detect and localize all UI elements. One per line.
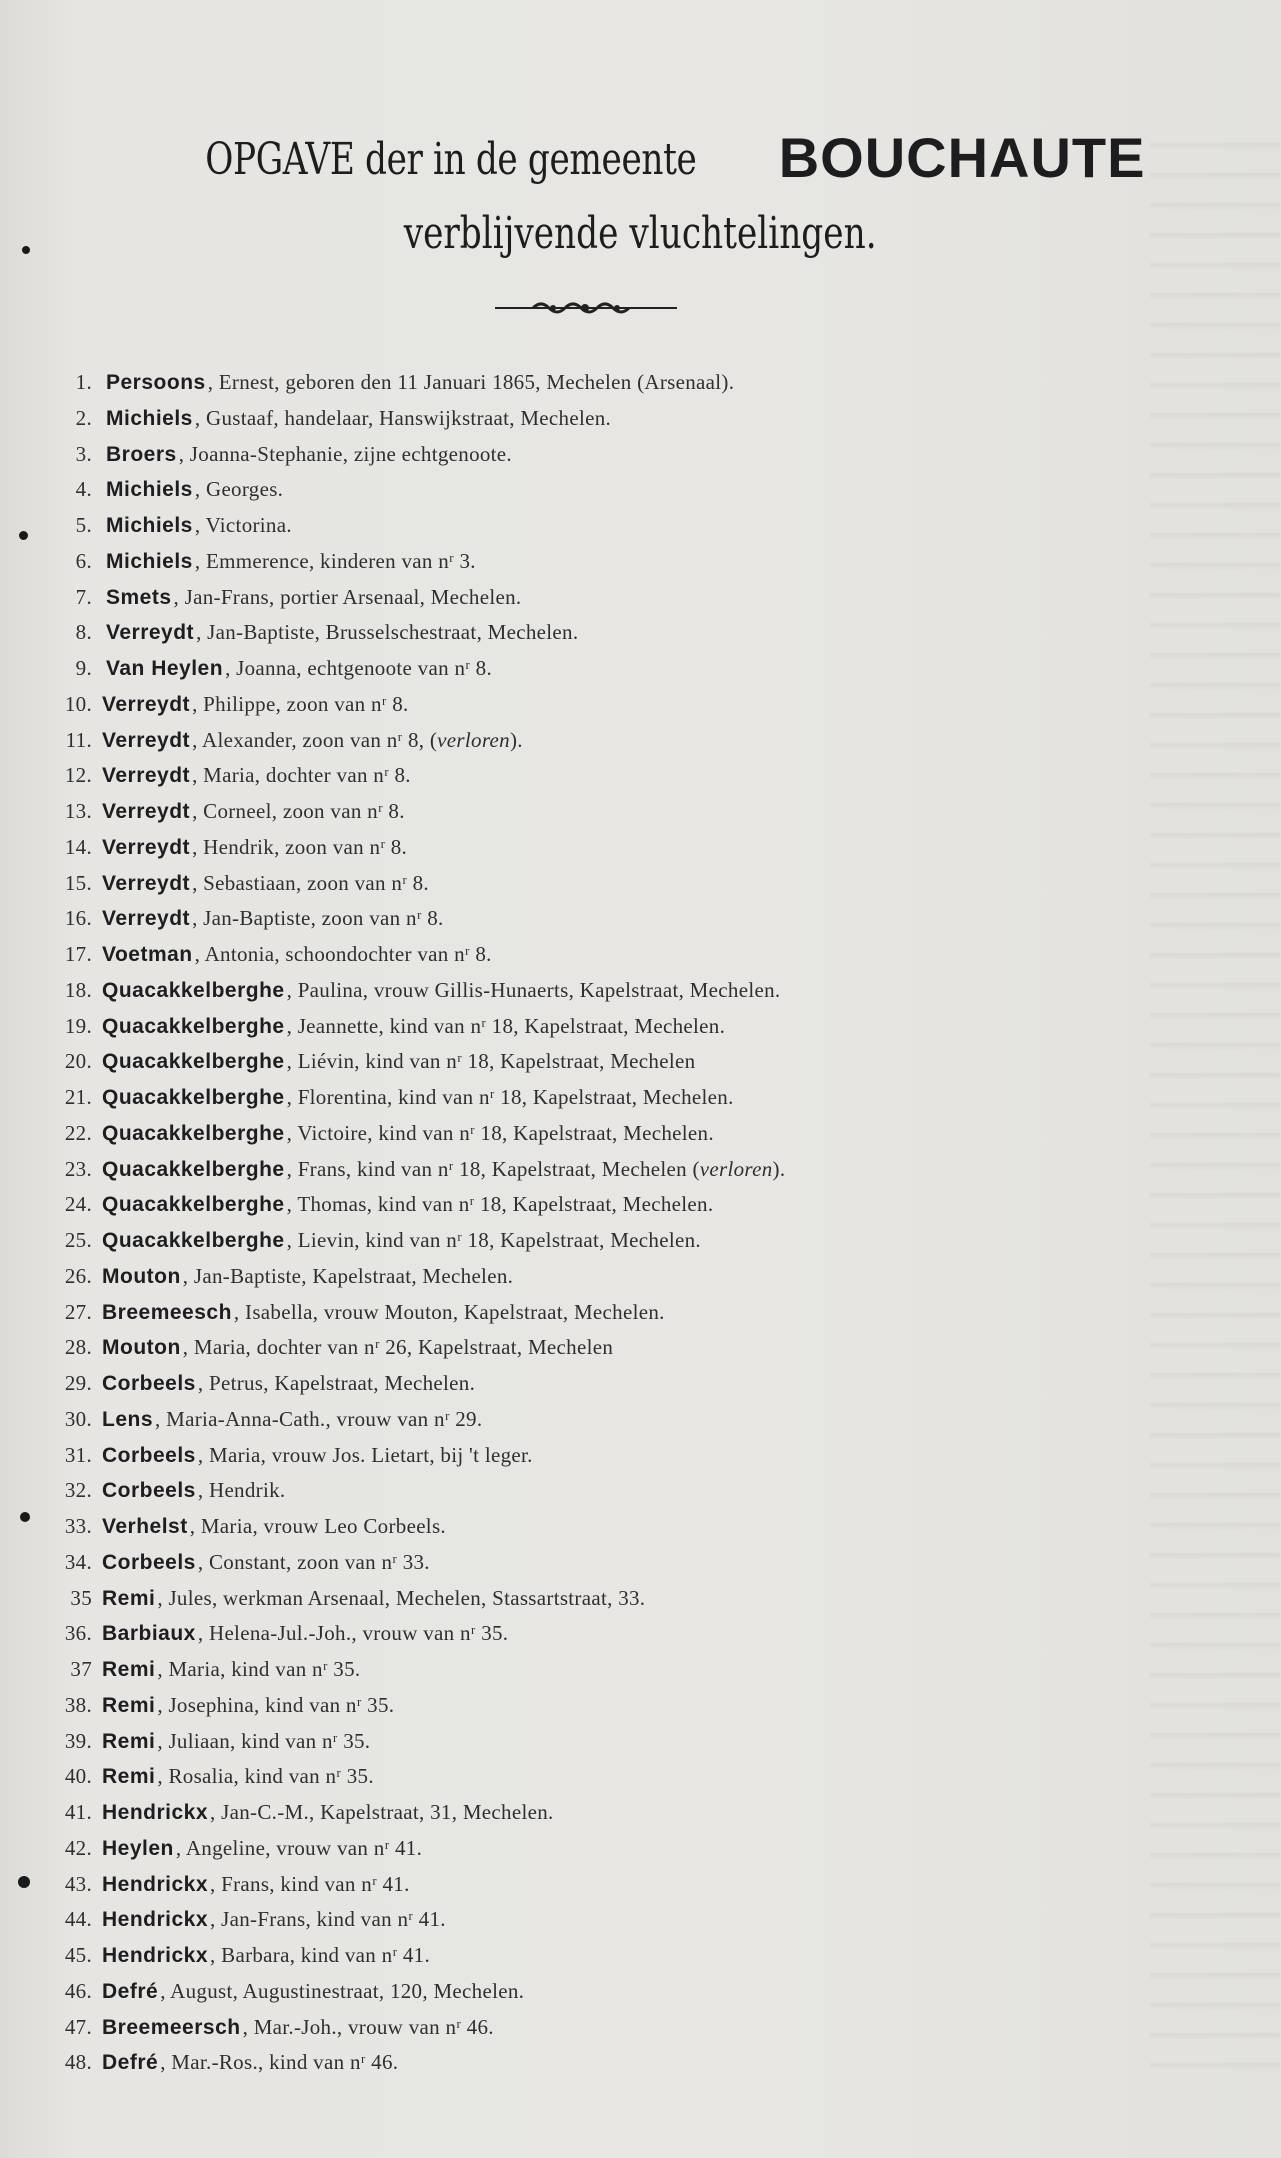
list-item [0, 614, 1281, 650]
entry-number: 13. [64, 799, 92, 823]
list-item [0, 1365, 1281, 1401]
entry-number: 18. [64, 977, 92, 1002]
entry-details: , Joanna-Stephanie, zijne echtgenoote. [178, 441, 512, 466]
entry-text [102, 1973, 524, 2010]
entry-number: 23. [64, 1156, 92, 1181]
entry-surname: Quacakkelberghe [102, 1157, 285, 1181]
entry-surname: Quacakkelberghe [102, 978, 285, 1002]
entry-text [106, 400, 611, 437]
entry-details: , Hendrik. [197, 1478, 286, 1503]
entry-text [102, 1544, 430, 1581]
entry-details: , Maria, vrouw Jos. Lietart, bij 't leger. [197, 1442, 533, 1467]
entry-surname: Michiels [106, 549, 193, 573]
entry-tail: ). [772, 1156, 786, 1181]
entry-number: 22. [64, 1120, 92, 1145]
ornament-divider-icon [493, 296, 679, 320]
subtitle-text: verblijvende vluchtelingen. [404, 208, 877, 259]
entry-tail: ). [509, 727, 523, 752]
entry-text [102, 1794, 554, 1831]
entry-surname: Verreydt [102, 907, 191, 931]
list-item [0, 1294, 1281, 1330]
entry-number: 45. [64, 1943, 92, 1967]
entry-details: , Maria-Anna-Cath., vrouw van nʳ 29. [155, 1406, 483, 1431]
entry-details: , Victoire, kind van nʳ 18, Kapelstraat, Mechelen. [286, 1120, 714, 1145]
entry-details: , Lievin, kind van nʳ 18, Kapelstraat, Mechelen. [286, 1228, 701, 1252]
entry-text [106, 436, 512, 473]
entry-surname: Quacakkelberghe [102, 1086, 285, 1109]
list-item [0, 1615, 1281, 1651]
title-place: BOUCHAUTE [778, 126, 1146, 189]
entry-number: 12. [64, 763, 92, 788]
entry-number: 32. [64, 1478, 92, 1503]
entry-surname: Smets [106, 585, 172, 609]
entry-details: , Joanna, echtgenoote van nʳ 8. [225, 656, 493, 680]
entry-text [102, 686, 409, 723]
list-item [0, 1079, 1281, 1115]
list-item [0, 829, 1281, 865]
entry-surname: Corbeels [102, 1443, 196, 1467]
entry-number: 4. [75, 477, 92, 502]
entry-details: , Mar.-Joh., vrouw van nʳ 46. [242, 2014, 494, 2039]
entry-details: , Philippe, zoon van nʳ 8. [192, 691, 409, 716]
entry-number: 7. [75, 584, 92, 609]
entry-number: 48. [64, 2050, 92, 2075]
entry-surname: Quacakkelberghe [102, 1229, 285, 1252]
entry-surname: Verreydt [106, 621, 195, 645]
list-item [0, 1687, 1281, 1723]
entry-number: 16. [64, 906, 92, 931]
entry-text [102, 1401, 482, 1438]
entry-text [102, 1079, 734, 1116]
entry-surname: Defré [102, 1979, 159, 2003]
entry-surname: Verhelst [102, 1515, 188, 1538]
entry-details: , Hendrik, zoon van nʳ 8. [192, 834, 408, 859]
entry-number: 8. [75, 620, 92, 645]
entry-number: 2. [75, 405, 92, 430]
entry-surname: Quacakkelberghe [102, 1121, 285, 1145]
entry-surname: Verreydt [102, 835, 191, 859]
entry-number: 26. [64, 1263, 92, 1288]
list-item [0, 1651, 1281, 1687]
title-prefix: OPGAVE der in de gemeente [204, 134, 696, 185]
list-item [0, 507, 1281, 543]
entry-text [102, 1115, 714, 1152]
list-item [0, 1401, 1281, 1437]
entry-surname: Remi [102, 1658, 156, 1681]
entry-text [102, 1043, 695, 1080]
entry-text [102, 936, 492, 973]
entry-text [106, 650, 492, 687]
page-subtitle [0, 206, 1281, 262]
entry-number: 37 [70, 1657, 92, 1681]
entry-text [102, 2044, 398, 2081]
entry-details: , Rosalia, kind van nʳ 35. [157, 1764, 374, 1789]
list-item [0, 1901, 1281, 1937]
entry-details: , Jan-Frans, kind van nʳ 41. [210, 1907, 446, 1932]
list-item [0, 1472, 1281, 1508]
entry-surname: Remi [102, 1729, 156, 1753]
entry-text [102, 2009, 494, 2046]
entry-details: , Florentina, kind van nʳ 18, Kapelstraat, Mechelen. [286, 1085, 734, 1109]
entry-details: , Jan-Baptiste, zoon van nʳ 8. [192, 906, 444, 931]
entry-surname: Defré [102, 2051, 159, 2075]
entry-text [102, 1615, 508, 1652]
entry-details: , Jules, werkman Arsenaal, Mechelen, Stassartstraat, 33. [157, 1585, 646, 1610]
entry-number: 44. [64, 1907, 92, 1932]
entry-text [102, 1651, 360, 1688]
list-item [0, 1222, 1281, 1258]
entry-surname: Corbeels [102, 1372, 196, 1395]
entry-details: , Georges. [194, 477, 284, 502]
entry-surname: Lens [102, 1407, 154, 1431]
entry-number: 39. [64, 1728, 92, 1753]
entry-text [102, 1723, 370, 1760]
entry-details: , Thomas, kind van nʳ 18, Kapelstraat, Mechelen. [286, 1192, 714, 1217]
entry-number: 35 [70, 1585, 92, 1610]
entry-details: , Jan-Frans, portier Arsenaal, Mechelen. [173, 584, 522, 609]
list-item [0, 1866, 1281, 1902]
entry-text [102, 1687, 394, 1724]
entry-number: 42. [64, 1835, 92, 1860]
entry-surname: Remi [102, 1765, 156, 1789]
punch-hole [19, 531, 28, 540]
entry-details: , Jan-Baptiste, Kapelstraat, Mechelen. [182, 1263, 514, 1288]
list-item [0, 1151, 1281, 1187]
entry-details: , Victorina. [194, 513, 292, 537]
list-item [0, 1544, 1281, 1580]
list-item [0, 1830, 1281, 1866]
entry-surname: Corbeels [102, 1479, 196, 1503]
entry-number: 1. [75, 370, 92, 394]
entry-details: , Mar.-Ros., kind van nʳ 46. [160, 2050, 399, 2075]
entry-text [102, 1830, 422, 1867]
entry-surname: Heylen [102, 1836, 174, 1860]
entry-details: , Maria, kind van nʳ 35. [157, 1657, 361, 1681]
entry-surname: Hendrickx [102, 1944, 209, 1967]
entry-details: , Ernest, geboren den 11 Januari 1865, Mechelen (Arsenaal). [207, 370, 735, 394]
entry-text [102, 793, 405, 830]
punch-hole [18, 1876, 30, 1888]
entry-text [102, 1901, 446, 1938]
entry-text [102, 1258, 513, 1295]
entry-number: 36. [64, 1621, 92, 1646]
entry-details: , Emmerence, kinderen van nʳ 3. [194, 548, 476, 573]
list-item [0, 793, 1281, 829]
entry-surname: Breemeesch [102, 1300, 232, 1324]
entry-surname: Verreydt [102, 692, 191, 716]
entry-number: 21. [64, 1085, 92, 1109]
entry-surname: Breemeersch [102, 2015, 241, 2039]
entry-text [106, 507, 292, 544]
list-item [0, 1508, 1281, 1544]
punch-hole [20, 1512, 30, 1522]
entry-number: 5. [75, 513, 92, 537]
entry-number: 31. [64, 1442, 92, 1467]
list-item [0, 1258, 1281, 1294]
list-item [0, 686, 1281, 722]
entry-number: 3. [75, 441, 92, 466]
entry-text [102, 865, 429, 902]
entry-details: , Frans, kind van nʳ 41. [210, 1871, 410, 1896]
entry-surname: Michiels [106, 478, 193, 502]
entry-number: 41. [64, 1800, 92, 1824]
list-item [0, 436, 1281, 472]
entry-details: , Sebastiaan, zoon van nʳ 8. [192, 870, 429, 895]
entry-details: , Frans, kind van nʳ 18, Kapelstraat, Mechelen ( [286, 1156, 700, 1181]
entry-surname: Voetman [102, 943, 193, 966]
entry-text [102, 1758, 374, 1795]
entry-number: 33. [64, 1514, 92, 1538]
list-item [0, 1758, 1281, 1794]
list-item [0, 1580, 1281, 1616]
entry-details: , Helena-Jul.-Joh., vrouw van nʳ 35. [197, 1621, 509, 1646]
entry-number: 43. [64, 1871, 92, 1896]
entry-text [106, 614, 578, 651]
entry-details: , Constant, zoon van nʳ 33. [197, 1549, 430, 1574]
entry-text [102, 1866, 410, 1903]
entry-number: 24. [64, 1192, 92, 1217]
entry-number: 15. [64, 870, 92, 895]
list-item [0, 1794, 1281, 1830]
entry-text [106, 579, 521, 616]
entry-number: 27. [64, 1299, 92, 1324]
entry-surname: Hendrickx [102, 1872, 209, 1896]
entry-number: 19. [64, 1013, 92, 1038]
list-item [0, 757, 1281, 793]
entry-text [102, 1365, 475, 1402]
list-item [0, 364, 1281, 400]
entry-details: , Jeannette, kind van nʳ 18, Kapelstraat, Mechelen. [286, 1013, 726, 1038]
list-item [0, 2044, 1281, 2080]
entry-details: , Maria, vrouw Leo Corbeels. [189, 1514, 446, 1538]
entry-surname: Verreydt [102, 728, 191, 752]
entry-number: 29. [64, 1371, 92, 1395]
list-item [0, 1723, 1281, 1759]
entry-surname: Verreydt [102, 871, 191, 895]
entry-details: , Isabella, vrouw Mouton, Kapelstraat, Mechelen. [233, 1299, 665, 1324]
entry-text [102, 1508, 446, 1545]
list-item [0, 1186, 1281, 1222]
entry-details: , Barbara, kind van nʳ 41. [210, 1943, 431, 1967]
entry-surname: Verreydt [102, 764, 191, 788]
entry-surname: Remi [102, 1693, 156, 1717]
entry-surname: Barbiaux [102, 1622, 196, 1646]
list-item [0, 650, 1281, 686]
entry-details: , August, Augustinestraat, 120, Mechelen. [160, 1978, 525, 2003]
entry-number: 9. [75, 656, 92, 680]
entry-text [102, 1294, 665, 1331]
entry-details: , Angeline, vrouw van nʳ 41. [175, 1835, 423, 1860]
entry-surname: Verreydt [102, 800, 191, 823]
entry-details: , Josephina, kind van nʳ 35. [157, 1692, 395, 1717]
entry-details: , Antonia, schoondochter van nʳ 8. [194, 942, 492, 966]
entry-surname: Quacakkelberghe [102, 1014, 285, 1038]
entry-surname: Persoons [106, 371, 206, 394]
entry-surname: Quacakkelberghe [102, 1193, 285, 1217]
list-item [0, 1937, 1281, 1973]
list-item [0, 936, 1281, 972]
entry-text [102, 1186, 713, 1223]
entry-number: 6. [75, 548, 92, 573]
entry-text [102, 757, 411, 794]
entry-number: 11. [65, 727, 92, 752]
list-item [0, 1973, 1281, 2009]
entry-number: 10. [64, 691, 92, 716]
entry-number: 20. [64, 1049, 92, 1074]
entry-details: , Jan-C.-M., Kapelstraat, 31, Mechelen. [210, 1800, 554, 1824]
entry-text [102, 1329, 613, 1366]
entry-note: verloren [437, 727, 510, 752]
entry-details: , Jan-Baptiste, Brusselschestraat, Mechelen. [196, 620, 579, 645]
entry-text [102, 1151, 785, 1188]
entry-surname: Quacakkelberghe [102, 1050, 285, 1074]
entry-surname: Hendrickx [102, 1801, 209, 1824]
entry-text [106, 471, 283, 508]
entry-number: 34. [64, 1549, 92, 1574]
entry-surname: Van Heylen [106, 657, 224, 680]
entry-details: , Maria, dochter van nʳ 26, Kapelstraat, Mechelen [182, 1335, 614, 1360]
entry-number: 46. [64, 1978, 92, 2003]
entry-number: 40. [64, 1764, 92, 1789]
entry-surname: Corbeels [102, 1550, 196, 1574]
list-item [0, 400, 1281, 436]
entry-details: , Liévin, kind van nʳ 18, Kapelstraat, Mechelen [286, 1049, 696, 1074]
page-title [0, 126, 1281, 189]
entry-text [102, 829, 407, 866]
entry-surname: Michiels [106, 514, 193, 537]
entry-text [102, 1937, 430, 1974]
entry-details: , Gustaaf, handelaar, Hanswijkstraat, Mechelen. [194, 405, 612, 430]
list-item [0, 1329, 1281, 1365]
list-item [0, 865, 1281, 901]
entry-surname: Hendrickx [102, 1908, 209, 1932]
entry-number: 25. [64, 1228, 92, 1252]
list-item [0, 543, 1281, 579]
entry-text [102, 1222, 701, 1259]
list-item [0, 900, 1281, 936]
list-item [0, 1008, 1281, 1044]
entry-text [102, 1580, 645, 1617]
list-item [0, 1043, 1281, 1079]
entry-number: 47. [64, 2014, 92, 2039]
list-item [0, 1437, 1281, 1473]
entry-details: , Juliaan, kind van nʳ 35. [157, 1728, 371, 1753]
entry-surname: Mouton [102, 1336, 181, 1360]
entry-note: verloren [699, 1156, 773, 1181]
entry-surname: Michiels [106, 406, 193, 430]
entry-surname: Remi [102, 1586, 156, 1610]
entry-text [106, 543, 476, 580]
entry-number: 28. [64, 1335, 92, 1360]
list-item [0, 972, 1281, 1008]
entry-text [102, 1008, 725, 1045]
entry-details: , Alexander, zoon van nʳ 8, ( [192, 727, 438, 752]
entry-text [106, 364, 734, 401]
list-item [0, 722, 1281, 758]
entry-number: 30. [64, 1406, 92, 1431]
punch-hole [22, 246, 30, 254]
entry-number: 17. [64, 942, 92, 966]
entry-number: 14. [64, 834, 92, 859]
entry-details: , Paulina, vrouw Gillis-Hunaerts, Kapelstraat, Mechelen. [286, 977, 781, 1002]
entry-surname: Broers [106, 442, 177, 466]
entry-text [102, 972, 780, 1009]
entry-text [102, 900, 444, 937]
list-item [0, 2009, 1281, 2045]
entry-text [102, 1472, 285, 1509]
list-item [0, 579, 1281, 615]
entry-surname: Mouton [102, 1264, 181, 1288]
entry-details: , Petrus, Kapelstraat, Mechelen. [197, 1371, 476, 1395]
entry-text [102, 1437, 533, 1474]
list-item [0, 1115, 1281, 1151]
entry-details: , Maria, dochter van nʳ 8. [192, 763, 411, 788]
list-item [0, 471, 1281, 507]
entry-number: 38. [64, 1692, 92, 1717]
entry-details: , Corneel, zoon van nʳ 8. [192, 799, 405, 823]
entry-text [102, 722, 523, 759]
